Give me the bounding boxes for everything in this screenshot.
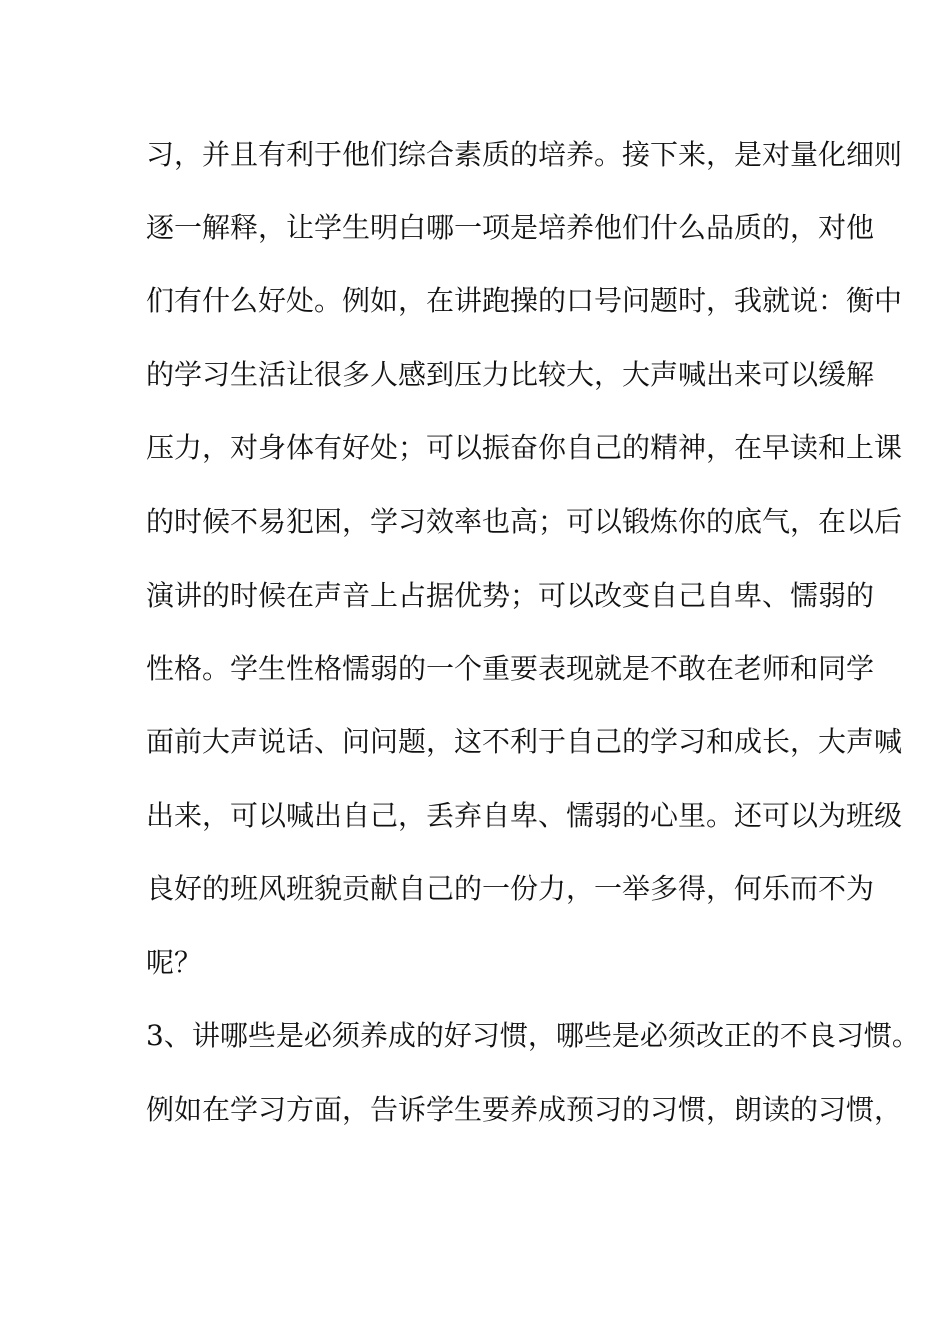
text-line-10: 出来，可以喊出自己，丢弃自卑、懦弱的心里。还可以为班级 (146, 799, 903, 832)
text-line-6: 的时候不易犯困，学习效率也高；可以锻炼你的底气，在以后 (146, 505, 903, 538)
text-line-12: 呢？ (146, 946, 203, 979)
text-line-14: 例如在学习方面，告诉学生要养成预习的习惯，朗读的习惯， (146, 1093, 903, 1126)
text-line-7: 演讲的时候在声音上占据优势；可以改变自己自卑、懦弱的 (146, 579, 875, 612)
text-line-5: 压力，对身体有好处；可以振奋你自己的精神，在早读和上课 (146, 431, 903, 464)
text-line-11: 良好的班风班貌贡献自己的一份力，一举多得，何乐而不为 (146, 872, 875, 905)
text-line-4: 的学习生活让很多人感到压力比较大，大声喊出来可以缓解 (146, 358, 875, 391)
text-line-3: 们有什么好处。例如，在讲跑操的口号问题时，我就说：衡中 (146, 284, 903, 317)
text-line-8: 性格。学生性格懦弱的一个重要表现就是不敢在老师和同学 (146, 652, 875, 685)
text-line-1: 习，并且有利于他们综合素质的培养。接下来，是对量化细则 (146, 138, 903, 171)
text-line-9: 面前大声说话、问问题，这不利于自己的学习和成长，大声喊 (146, 725, 903, 758)
text-line-13: 3、讲哪些是必须养成的好习惯，哪些是必须改正的不良习惯。 (146, 1019, 920, 1052)
text-line-2: 逐一解释，让学生明白哪一项是培养他们什么品质的，对他 (146, 211, 875, 244)
